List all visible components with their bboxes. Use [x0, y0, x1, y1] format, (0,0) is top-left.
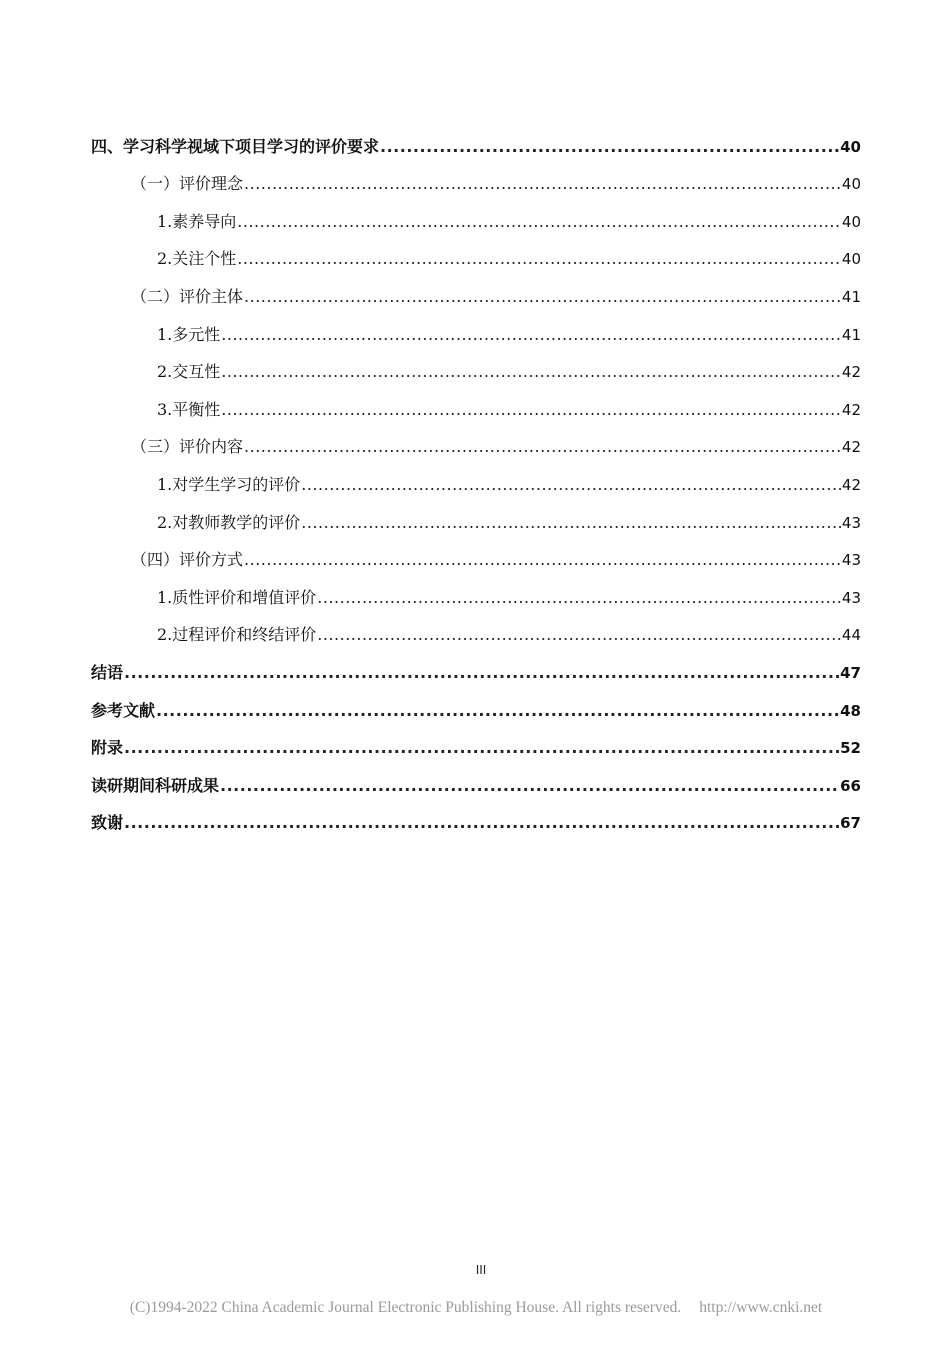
- toc-entry[interactable]: [91, 420, 861, 458]
- toc-entry-label: 读研期间科研成果: [91, 775, 220, 795]
- toc-entry[interactable]: [91, 232, 861, 270]
- toc-entry[interactable]: [91, 796, 861, 834]
- toc-entry-page: 42: [841, 400, 861, 419]
- toc-entry[interactable]: [91, 307, 861, 345]
- toc-entry[interactable]: [91, 194, 861, 232]
- toc-dot-leader: [380, 137, 839, 157]
- toc-entry-page: 43: [841, 588, 861, 607]
- toc-entry-label: 致谢: [91, 813, 124, 833]
- toc-entry[interactable]: [91, 533, 861, 571]
- toc-entry[interactable]: [91, 495, 861, 533]
- toc-dot-leader: [221, 362, 841, 382]
- toc-entry[interactable]: [91, 608, 861, 646]
- toc-entry-page: 40: [840, 137, 861, 156]
- toc-entry-page: 40: [841, 250, 861, 269]
- toc-entry[interactable]: [91, 269, 861, 307]
- toc-entry[interactable]: [91, 683, 861, 721]
- toc-entry[interactable]: [91, 758, 861, 796]
- toc-entry-page: 66: [840, 776, 861, 795]
- toc-entry-page: 44: [841, 626, 861, 645]
- table-of-contents: [91, 119, 861, 833]
- toc-entry-label: （四）评价方式: [131, 550, 244, 570]
- toc-dot-leader: [237, 249, 841, 269]
- toc-dot-leader: [124, 738, 839, 758]
- toc-entry-page: 42: [841, 438, 861, 457]
- toc-entry[interactable]: [91, 382, 861, 420]
- toc-entry-page: 47: [840, 663, 861, 682]
- toc-entry-label: （二）评价主体: [131, 286, 244, 306]
- toc-dot-leader: [124, 813, 839, 833]
- footer: [0, 1299, 952, 1317]
- toc-entry-page: 41: [841, 325, 861, 344]
- toc-entry-label: 1.对学生学习的评价: [157, 474, 301, 494]
- toc-dot-leader: [221, 400, 841, 420]
- page-number: III: [475, 1263, 487, 1277]
- toc-entry-label: （三）评价内容: [131, 437, 244, 457]
- toc-entry-label: 2.交互性: [157, 362, 221, 382]
- toc-entry[interactable]: [91, 721, 861, 759]
- toc-dot-leader: [220, 776, 839, 796]
- toc-entry[interactable]: [91, 645, 861, 683]
- toc-entry-page: 41: [841, 287, 861, 306]
- toc-entry[interactable]: [91, 570, 861, 608]
- toc-entry-page: 40: [841, 175, 861, 194]
- toc-dot-leader: [317, 588, 841, 608]
- toc-dot-leader: [124, 663, 839, 683]
- toc-entry-label: 结语: [91, 662, 124, 682]
- toc-entry-page: 43: [841, 551, 861, 570]
- toc-entry[interactable]: [91, 345, 861, 383]
- toc-entry-label: 参考文献: [91, 700, 156, 720]
- toc-entry-page: 52: [840, 739, 861, 758]
- toc-entry[interactable]: [91, 119, 861, 157]
- toc-dot-leader: [221, 325, 841, 345]
- toc-entry-label: 四、学习科学视域下项目学习的评价要求: [91, 136, 380, 156]
- toc-entry-page: 43: [841, 513, 861, 532]
- toc-entry-label: 1.多元性: [157, 324, 221, 344]
- toc-dot-leader: [317, 625, 841, 645]
- toc-entry-page: 48: [840, 701, 861, 720]
- toc-entry-label: 3.平衡性: [157, 399, 221, 419]
- toc-dot-leader: [237, 212, 841, 232]
- toc-entry-label: 附录: [91, 738, 124, 758]
- toc-entry[interactable]: [91, 157, 861, 195]
- toc-dot-leader: [301, 475, 841, 495]
- toc-entry-label: 2.对教师教学的评价: [157, 512, 301, 532]
- toc-entry-page: 40: [841, 212, 861, 231]
- toc-entry-page: 42: [841, 363, 861, 382]
- toc-entry-label: 2.关注个性: [157, 249, 237, 269]
- toc-entry-page: 42: [841, 475, 861, 494]
- footer-url: http://www.cnki.net: [699, 1299, 823, 1316]
- toc-entry-label: 1.质性评价和增值评价: [157, 587, 317, 607]
- toc-dot-leader: [301, 513, 841, 533]
- toc-dot-leader: [244, 437, 841, 457]
- toc-entry-label: 2.过程评价和终结评价: [157, 625, 317, 645]
- toc-dot-leader: [156, 701, 839, 721]
- toc-entry-label: 1.素养导向: [157, 211, 237, 231]
- toc-entry-label: （一）评价理念: [131, 174, 244, 194]
- toc-entry-page: 67: [840, 814, 861, 833]
- footer-copyright: (C)1994-2022 China Academic Journal Electronic Publishing House. All rights reserved.: [129, 1299, 682, 1316]
- toc-dot-leader: [244, 550, 841, 570]
- toc-dot-leader: [244, 287, 841, 307]
- toc-entry[interactable]: [91, 457, 861, 495]
- toc-dot-leader: [244, 174, 841, 194]
